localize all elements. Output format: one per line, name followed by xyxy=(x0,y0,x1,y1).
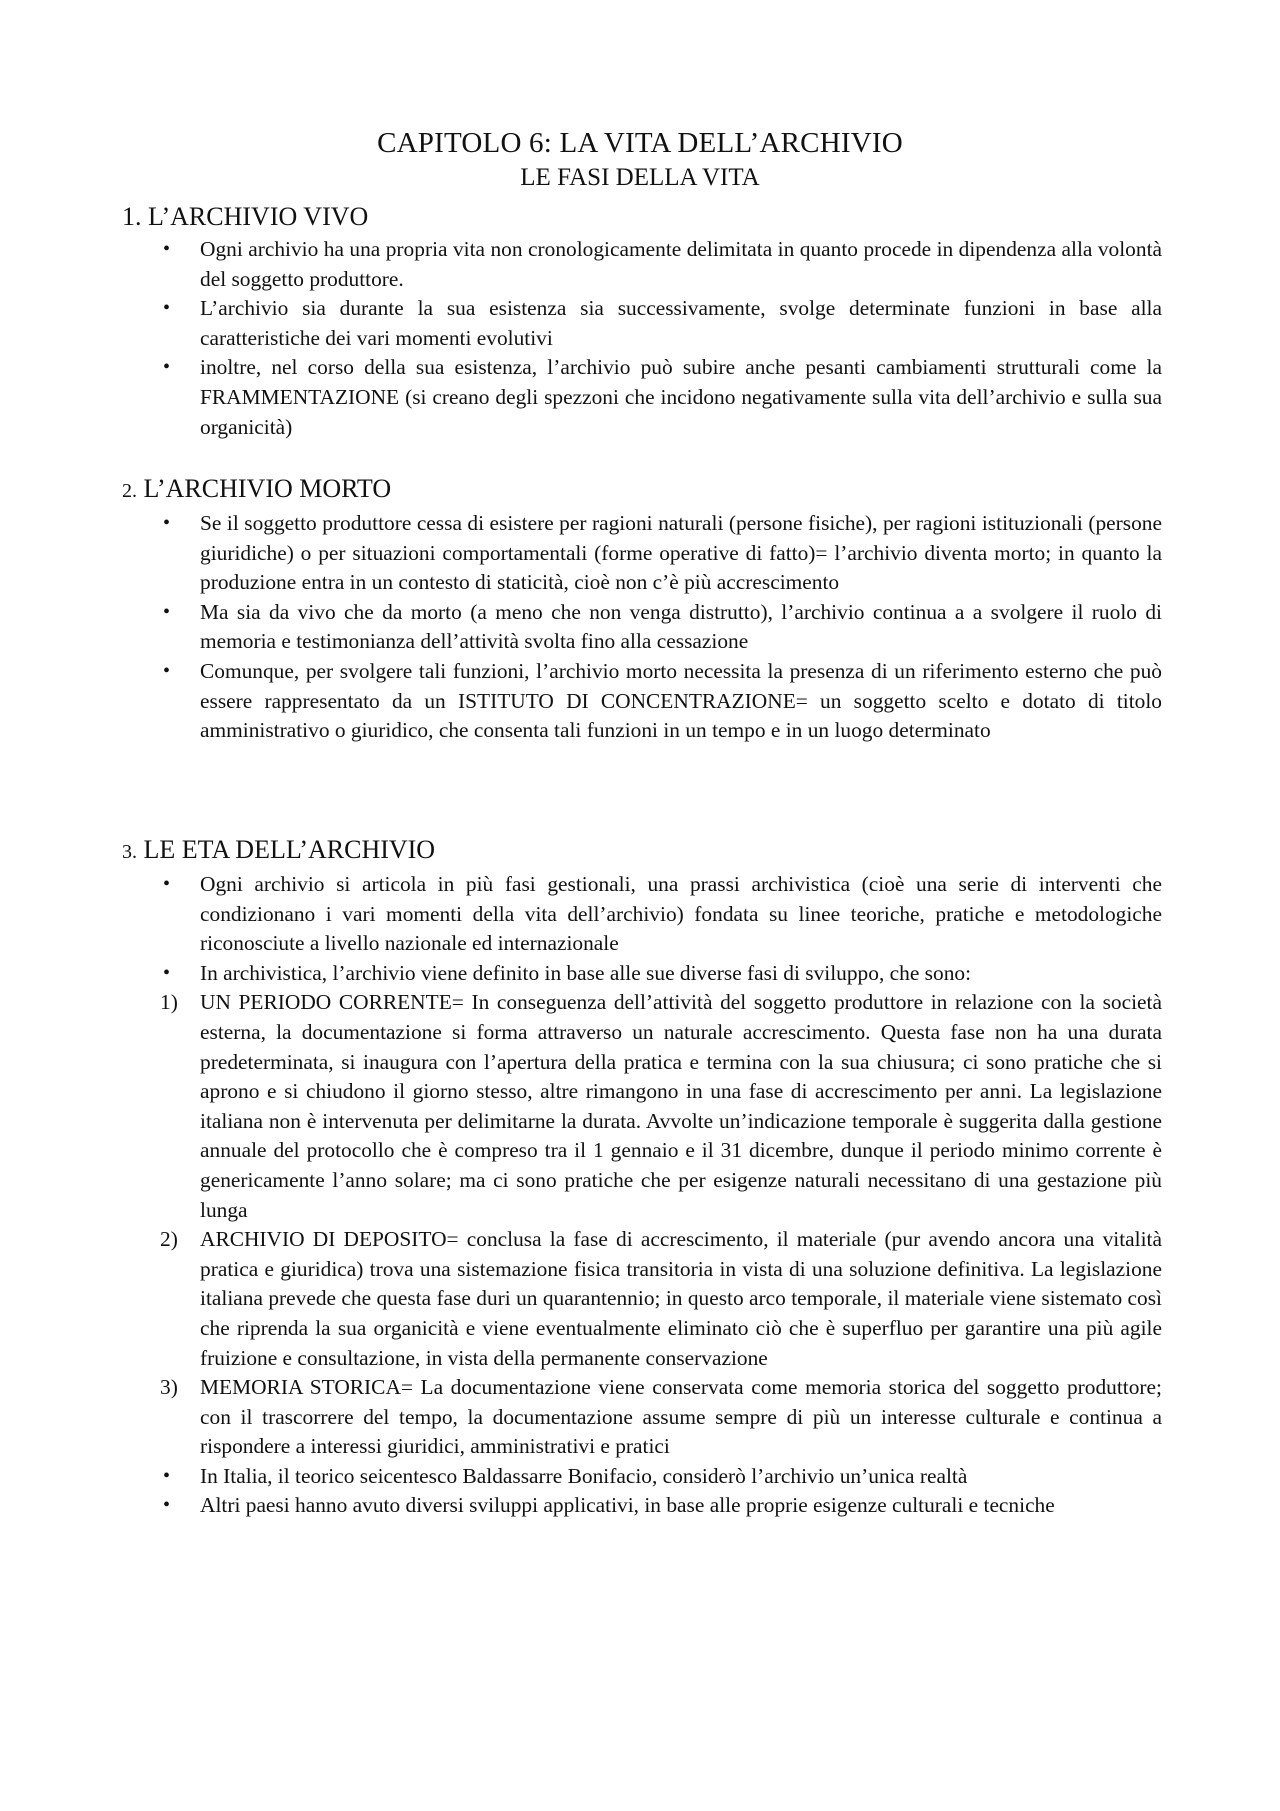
section-archivio-morto xyxy=(122,473,1162,746)
list-item-text: UN PERIODO CORRENTE= In conseguenza dell’attività del soggetto produttore in relazione con la società esterna, la documentazione si forma attraverso un naturale accrescimento. Questa fase non ha una durata predeterminata, si inaugura con l’apertura della pratica e termina con la sua chiusura; ci sono pratiche che si aprono e si chiudono il giorno stesso, altre rimangono in una fase di accrescimento per anni. La legislazione italiana non è intervenuta per delimitarne la durata. Avvolte un’indicazione temporale è suggerita dalla gestione annuale del protocollo che è compreso tra il 1 gennaio e il 31 dicembre, dunque il periodo minimo corrente è genericamente l’anno solare; ma ci sono pratiche che per esigenze naturali necessitano di una gestazione più lunga xyxy=(200,990,1162,1222)
bullet-marker: • xyxy=(163,356,171,379)
section-title: L’ARCHIVIO VIVO xyxy=(148,202,369,231)
list-item xyxy=(122,235,1162,294)
bullet-marker: • xyxy=(163,961,171,984)
section-heading xyxy=(122,201,1162,233)
list-item-text: Ogni archivio ha una propria vita non cronologicamente delimitata in quanto procede in dipendenza alla volontà del soggetto produttore. xyxy=(200,237,1162,291)
list-item xyxy=(122,959,1162,989)
page-subtitle: LE FASI DELLA VITA xyxy=(520,164,760,191)
number-marker: 2) xyxy=(160,1227,178,1252)
list-item xyxy=(122,657,1162,746)
list-item-text: Se il soggetto produttore cessa di esistere per ragioni naturali (persone fisiche), per ragioni istituzionali (persone giuridiche) o per situazioni comportamentali (forme operative di fatto)= l’archivio diventa morto; in quanto la produzione entra in un contesto di staticità, cioè non c’è più accrescimento xyxy=(200,511,1162,595)
bullet-marker: • xyxy=(163,238,171,260)
section-eta-archivio xyxy=(122,834,1162,1521)
section-title: LE ETA DELL’ARCHIVIO xyxy=(143,835,436,864)
list-item-text: Ogni archivio si articola in più fasi gestionali, una prassi archivistica (cioè una serie di interventi che condizionano i vari momenti della vita dell’archivio) fondata su linee teoriche, pratiche e metodologiche riconosciute a livello nazionale ed internazionale xyxy=(200,872,1162,956)
numbered-item xyxy=(122,1225,1162,1373)
list-item xyxy=(122,870,1162,959)
bullet-marker: • xyxy=(163,297,171,320)
bullet-list xyxy=(122,509,1162,746)
list-item xyxy=(122,353,1162,442)
list-item-text: In Italia, il teorico seicentesco Baldassarre Bonifacio, considerò l’archivio un’unica realtà xyxy=(200,1463,968,1488)
bullet-marker: • xyxy=(163,600,171,623)
bullet-list xyxy=(122,870,1162,1521)
bullet-marker: • xyxy=(163,512,171,534)
section-number: 3. xyxy=(122,841,137,863)
list-item-text: L’archivio sia durante la sua esistenza sia successivamente, svolge determinate funzioni in base alla caratteristiche dei vari momenti evolutivi xyxy=(200,296,1162,350)
section-title: L’ARCHIVIO MORTO xyxy=(143,474,392,503)
bullet-marker: • xyxy=(163,1494,171,1517)
list-item-text: Comunque, per svolgere tali funzioni, l’archivio morto necessita la presenza di un riferimento esterno che può essere rappresentato da un ISTITUTO DI CONCENTRAZIONE= un soggetto scelto e dotato di titolo amministrativo o giuridico, che consenta tali funzioni in un tempo e in un luogo determinato xyxy=(200,658,1162,743)
bullet-marker: • xyxy=(163,1464,171,1487)
numbered-item xyxy=(122,1373,1162,1462)
page-title: CAPITOLO 6: LA VITA DELL’ARCHIVIO xyxy=(377,127,903,159)
list-item-text: MEMORIA STORICA= La documentazione viene conservata come memoria storica del soggetto produttore; con il trascorrere del tempo, la documentazione assume sempre di più un interesse culturale e continua a rispondere a interessi giuridici, amministrativi e pratici xyxy=(200,1375,1162,1459)
list-item-text: inoltre, nel corso della sua esistenza, l’archivio può subire anche pesanti cambiamenti strutturali come la FRAMMENTAZIONE (si creano degli spezzoni che incidono negativamente sulla vita dell’archivio e sulla sua organicità) xyxy=(200,355,1162,439)
list-item-text: Altri paesi hanno avuto diversi sviluppi applicativi, in base alle proprie esigenze culturali e tecniche xyxy=(200,1493,1055,1518)
numbered-item xyxy=(122,988,1162,1225)
list-item xyxy=(122,1491,1162,1521)
section-archivio-vivo xyxy=(122,201,1162,442)
list-item-text: ARCHIVIO DI DEPOSITO= conclusa la fase di accrescimento, il materiale (pur avendo ancora una vitalità pratica e giuridica) trova una sistemazione fisica transitoria in vista di una soluzione definitiva. La legislazione italiana prevede che questa fase duri un quarantennio; in questo arco temporale, il materiale viene sistemato così che riprenda la sua organicità e viene eventualmente eliminato ciò che è superfluo per garantire una più agile fruizione e consultazione, in vista della permanente conservazione xyxy=(200,1227,1162,1370)
list-item xyxy=(122,1462,1162,1492)
section-heading xyxy=(122,834,1162,868)
list-item xyxy=(122,598,1162,657)
list-item-text: In archivistica, l’archivio viene definito in base alle sue diverse fasi di sviluppo, che sono: xyxy=(200,960,972,985)
number-marker: 1) xyxy=(160,990,178,1015)
list-item xyxy=(122,294,1162,353)
list-item-text: Ma sia da vivo che da morto (a meno che non venga distrutto), l’archivio continua a a svolgere il ruolo di memoria e testimonianza dell’attività svolta fino alla cessazione xyxy=(200,599,1162,654)
number-marker: 3) xyxy=(160,1375,178,1400)
section-heading xyxy=(122,473,1162,507)
section-number: 2. xyxy=(122,480,137,502)
bullet-marker: • xyxy=(163,659,171,682)
list-item xyxy=(122,509,1162,598)
bullet-marker: • xyxy=(163,873,171,895)
section-number: 1. xyxy=(122,202,142,231)
bullet-list xyxy=(122,235,1162,442)
